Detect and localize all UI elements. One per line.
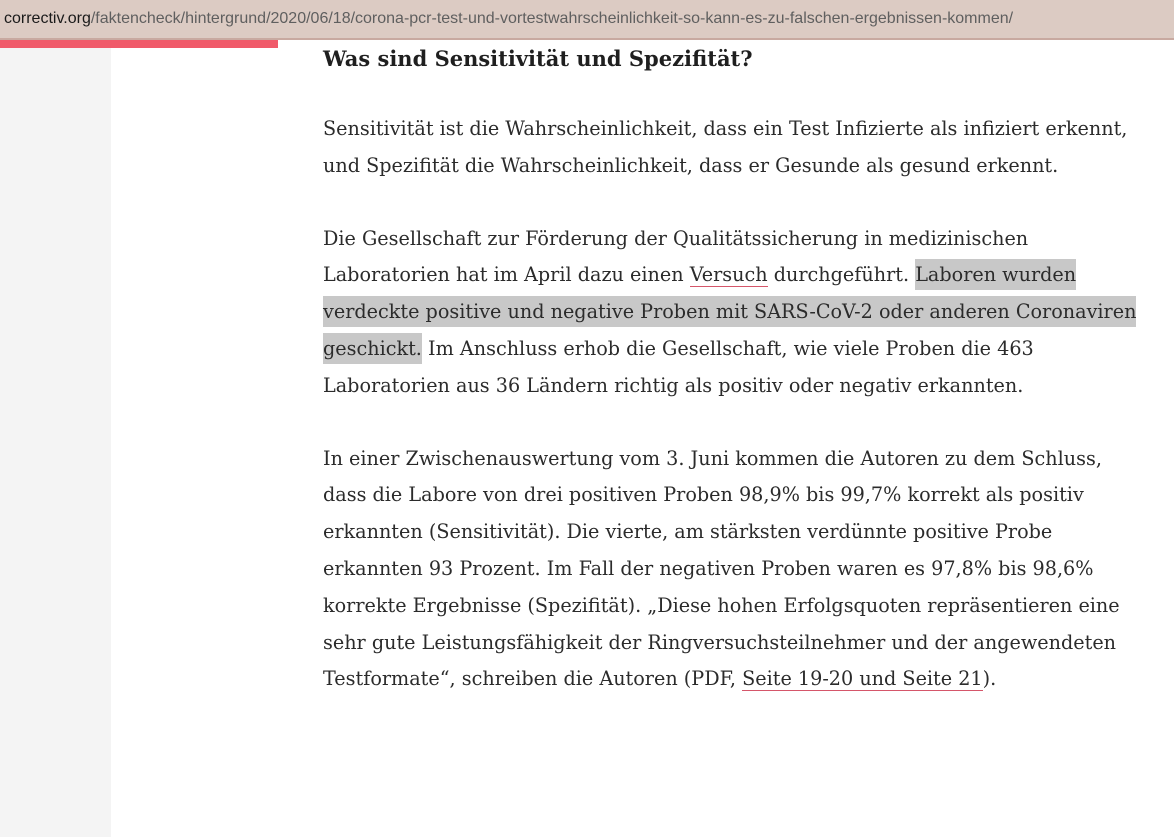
article-body bbox=[323, 40, 1138, 698]
paragraph-definition: Sensitivität ist die Wahrscheinlichkeit, dass ein Test Infizierte als infiziert erkennt, und Spezifität die Wahrscheinlichkeit, dass er Gesunde als gesund erkennt. bbox=[323, 117, 1128, 177]
paragraph-text: durchgeführt. bbox=[767, 263, 916, 287]
paragraph-results bbox=[323, 441, 1138, 699]
section-heading: Was sind Sensitivität und Spezifität? bbox=[323, 46, 753, 71]
reading-progress-fill bbox=[0, 40, 278, 48]
paragraph-text: ). bbox=[982, 667, 997, 691]
paragraph-text: Die Gesellschaft zur Förderung der Qualitätssicherung in medizinischen Laboratorien hat im April dazu einen bbox=[323, 226, 1029, 287]
highlighted-text: Laboren wurden verdeckte positive und negative Proben mit SARS-CoV-2 oder anderen Coronaviren geschickt. bbox=[323, 259, 1136, 364]
pdf-pages-link[interactable]: Seite 19-20 und Seite 21 bbox=[742, 667, 983, 691]
url-path: /faktencheck/hintergrund/2020/06/18/corona-pcr-test-und-vortestwahrscheinlichkeit-so-kann-es-zu-falschen-ergebnissen-kommen/ bbox=[90, 10, 1014, 27]
paragraph-experiment bbox=[323, 221, 1138, 405]
paragraph-text: In einer Zwischenauswertung vom 3. Juni kommen die Autoren zu dem Schluss, dass die Labore von drei positiven Proben 98,9% bis 99,7% korrekt als positiv erkannten (Sensitivität). Die vierte, am stärksten verdünnte positive Probe erkannten 93 Prozent. Im Fall der negativen Proben waren es 97,8% bis 98,6% korrekte Ergebnisse (Spezifität). „Diese hohen Erfolgsquoten repräsentieren eine sehr gute Leistungsfähigkeit der Ringversuchsteilnehmer und der angewendeten Testformate“, schreiben die Autoren (PDF, bbox=[323, 446, 1120, 691]
versuch-link[interactable]: Versuch bbox=[689, 263, 768, 287]
url-host: correctiv.org bbox=[4, 10, 91, 27]
paragraph-text: Im Anschluss erhob die Gesellschaft, wie viele Proben die 463 Laboratorien aus 36 Ländern richtig als positiv oder negativ erkannten. bbox=[323, 336, 1034, 397]
left-sidebar-gutter bbox=[0, 48, 111, 837]
address-bar[interactable] bbox=[0, 0, 1174, 38]
